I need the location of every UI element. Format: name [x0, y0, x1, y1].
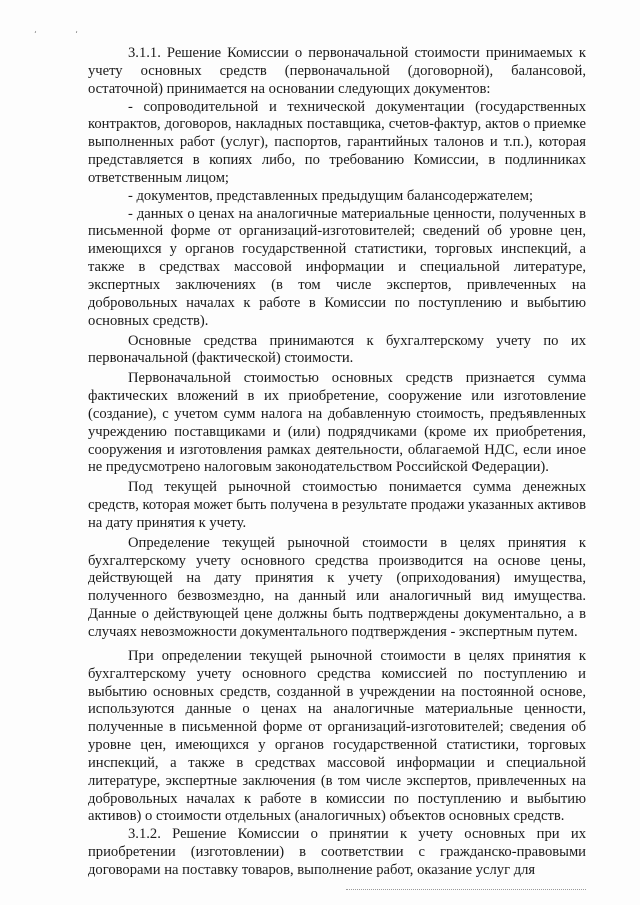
paragraph-accompanying-docs: - сопроводительной и технической документации (государственных контрактов, договоров, накладных поставщика, счетов-фактур, актов о приемке выполненных работ (услуг), паспортов, гарантийных талонов и т.п.), которая представляется в копиях либо, по требованию Комиссии, в подлинниках ответственным лицом; — [88, 98, 586, 186]
paragraph-market-value: Под текущей рыночной стоимостью понимается сумма денежных средств, которая может быть получена в результате продажи указанных активов на дату принятия к учету. — [88, 479, 586, 531]
paragraph-market-value-determination: Определение текущей рыночной стоимости в целях принятия к бухгалтерскому учету основного средства производится на основе цены, действующей на дату принятия к учету (оприходования) имущества, полученного безвозмездно, на данный или аналогичный вид имущества. Данные о действующей цене должны быть подтверждены документально, а в случаях невозможности документального подтверждения - экспертным путем. — [88, 534, 586, 640]
footer-dotted-rule — [346, 889, 586, 890]
paragraph-initial-cost-definition: Первоначальной стоимостью основных средств признается сумма фактических вложений в их приобретение, сооружение или изготовление (создание), с учетом сумм налога на добавленную стоимость, предъявленных учреждению поставщиками и (или) подрядчиками (кроме их приобретения, сооружения и изготовления рамках деятельности, облагаемой НДС, если иное не предусмотрено налоговым законодательством Российской Федерации). — [88, 370, 586, 476]
paragraph-price-data: - данных о ценах на аналогичные материальные ценности, полученных в письменной форме от организаций-изготовителей; сведений об уровне цен, имеющихся у органов государственной статистики, торговых инспекций, а также в средствах массовой информации и специальной литературе, экспертных заключениях (в том числе экспертов, привлеченных на добровольных началах к работе в Комиссии по поступлению и выбытию основных средств). — [88, 205, 586, 329]
scan-artifact-marks: ‘ ‘ — [34, 30, 96, 39]
paragraph-commission-market-value: При определении текущей рыночной стоимости в целях принятия к бухгалтерскому учету основного средства комиссией по поступлению и выбытию основных средств, созданной в учреждении на постоянной основе, используются данные о ценах на аналогичные материальные ценности, полученные в письменной форме от организаций-изготовителей; сведения об уровне цен, имеющихся у органов государственной статистики, торговых инспекций, а также в средствах массовой информации и специальной литературе, экспертные заключения (в том числе экспертов, привлеченных на добровольных началах к работе в комиссии по поступлению и выбытию активов) о стоимости отдельных (аналогичных) объектов основных средств. — [88, 647, 586, 825]
paragraph-3-1-1: 3.1.1. Решение Комиссии о первоначальной стоимости принимаемых к учету основных средств (первоначальной (договорной), балансовой, остаточной) принимается на основании следующих документов: — [88, 45, 586, 97]
paragraph-initial-cost: Основные средства принимаются к бухгалтерскому учету по их первоначальной (фактической) стоимости. — [88, 332, 586, 367]
paragraph-previous-holder: - документов, представленных предыдущим балансодержателем; — [128, 187, 534, 204]
paragraph-3-1-2: 3.1.2. Решение Комиссии о принятии к учету основных при их приобретении (изготовлении) в соответствии с гражданско-правовыми договорами на поставку товаров, выполнение работ, оказание услуг для — [88, 826, 586, 878]
document-body — [88, 45, 586, 880]
